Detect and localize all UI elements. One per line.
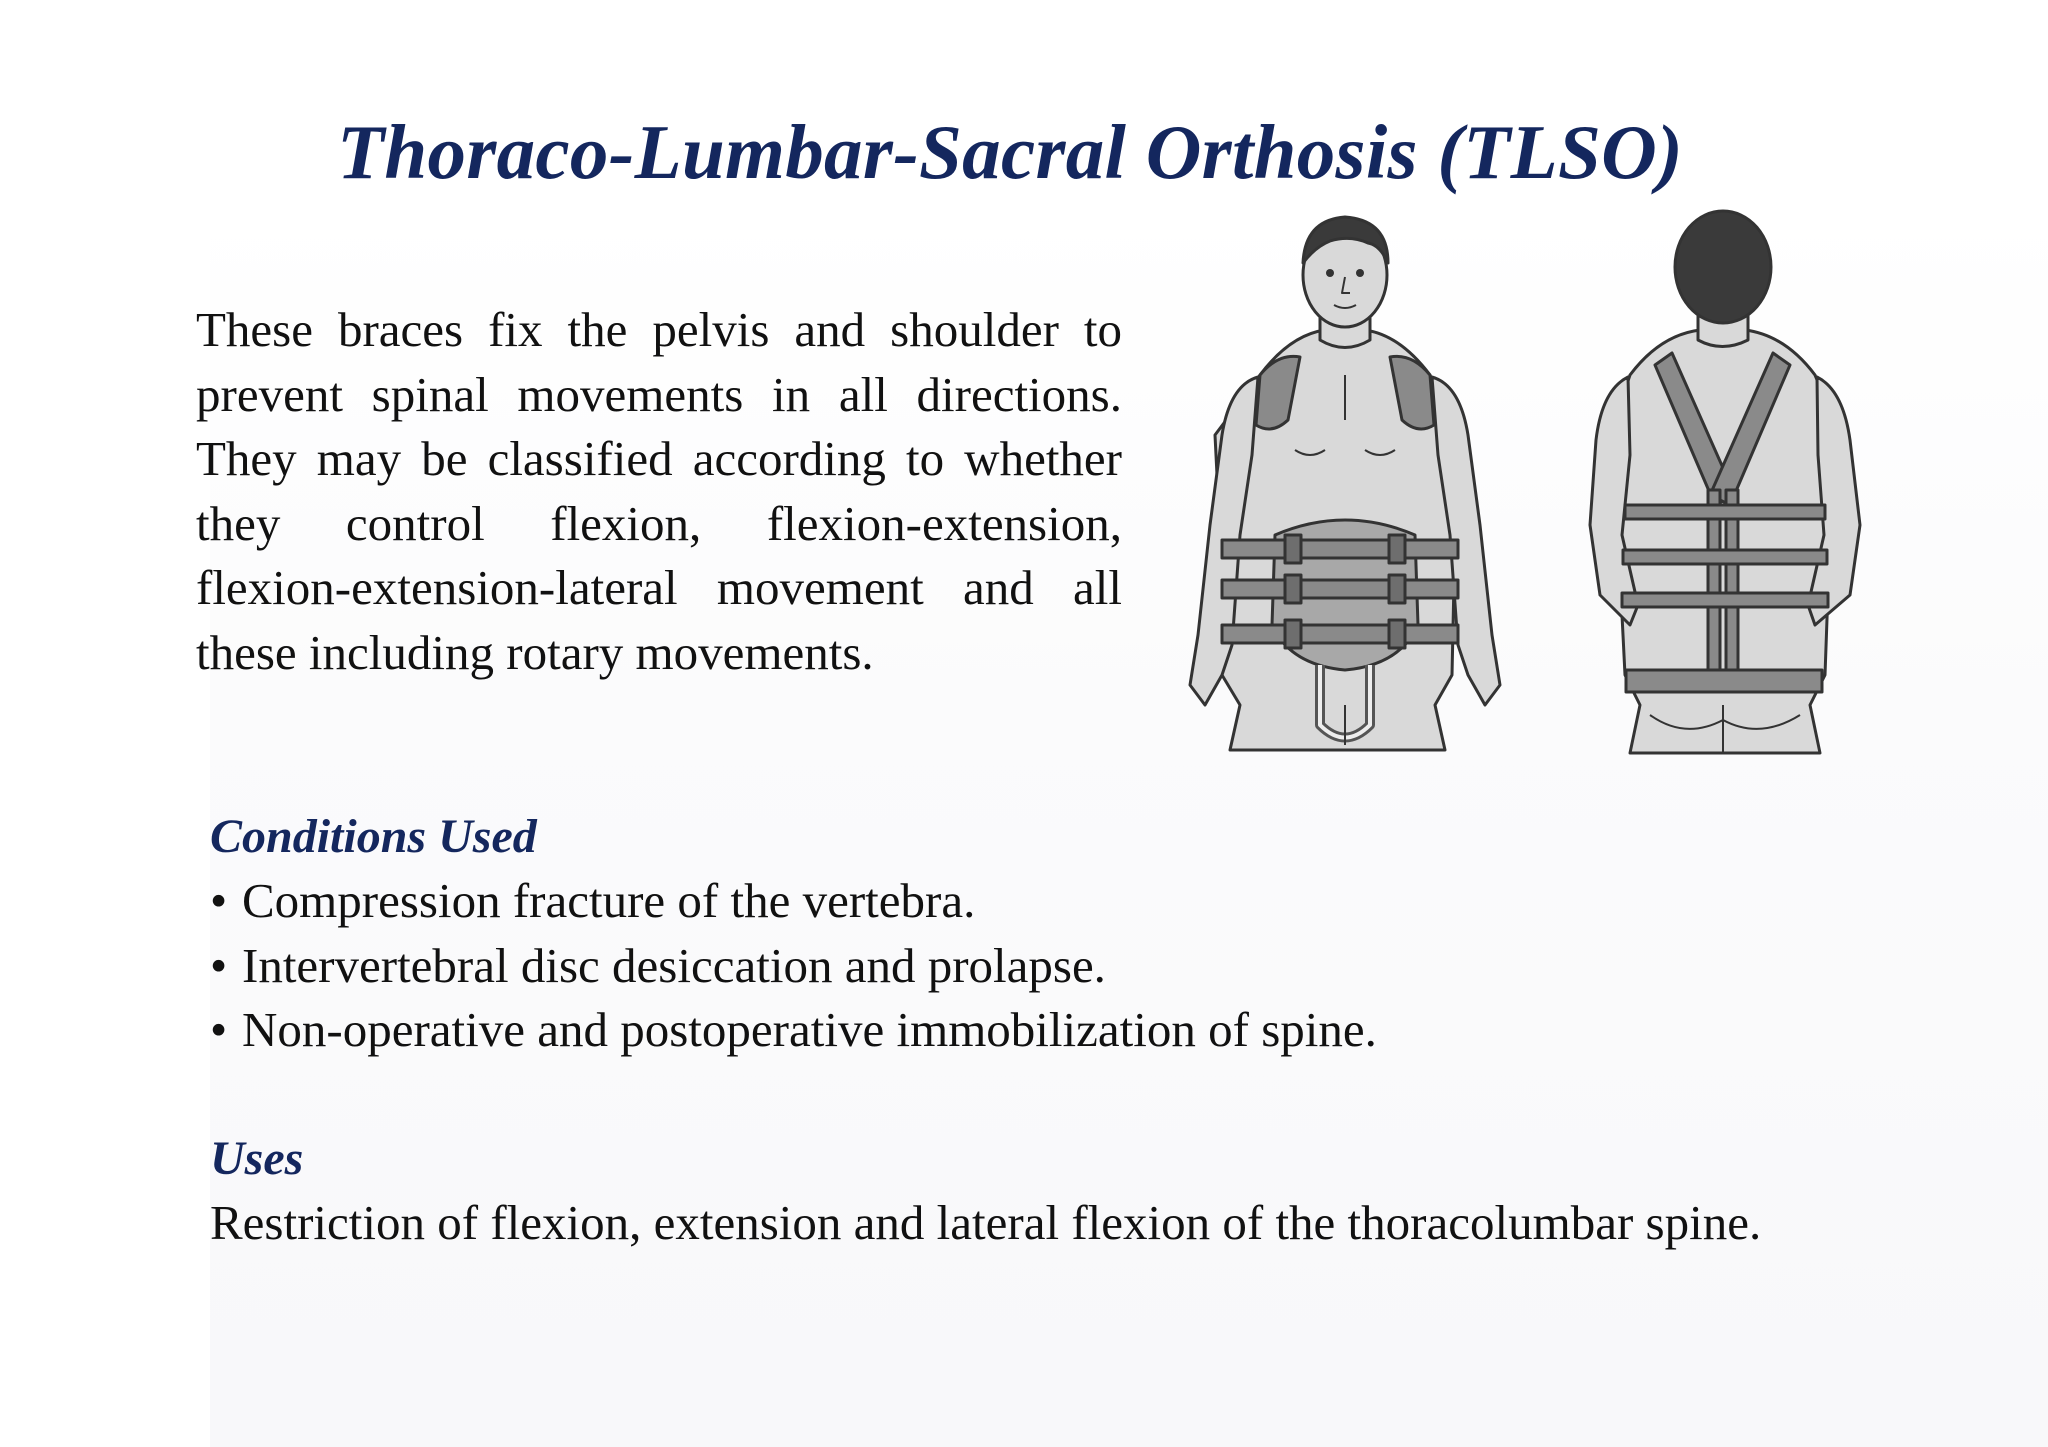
page-title: Thoraco-Lumbar-Sacral Orthosis (TLSO) [337, 109, 1683, 195]
uses-heading: Uses [210, 1132, 304, 1185]
intro-paragraph: These braces fix the pelvis and shoulder to prevent spinal movements in all directions. They may be classified according to whether they control flexion, flexion-extension, flexion-extension-lateral movement and all these including rotary movements. [196, 302, 1122, 680]
front-view-figure [1190, 217, 1500, 750]
conditions-section [210, 805, 1377, 1063]
list-item: • Compression fracture of the vertebra. [210, 869, 1377, 934]
bullet-icon: • [210, 873, 228, 928]
uses-section [210, 1127, 1790, 1256]
uses-text: Restriction of flexion, extension and lateral flexion of the thoracolumbar spine. [210, 1195, 1762, 1250]
back-view-figure [1590, 211, 1860, 753]
list-item: • Non-operative and postoperative immobilization of spine. [210, 998, 1377, 1063]
tlso-illustration [1160, 205, 1910, 765]
conditions-heading: Conditions Used [210, 810, 537, 863]
list-item: • Intervertebral disc desiccation and prolapse. [210, 934, 1377, 999]
bullet-icon: • [210, 1002, 228, 1057]
bullet-icon: • [210, 937, 228, 993]
conditions-list [210, 869, 1377, 1063]
